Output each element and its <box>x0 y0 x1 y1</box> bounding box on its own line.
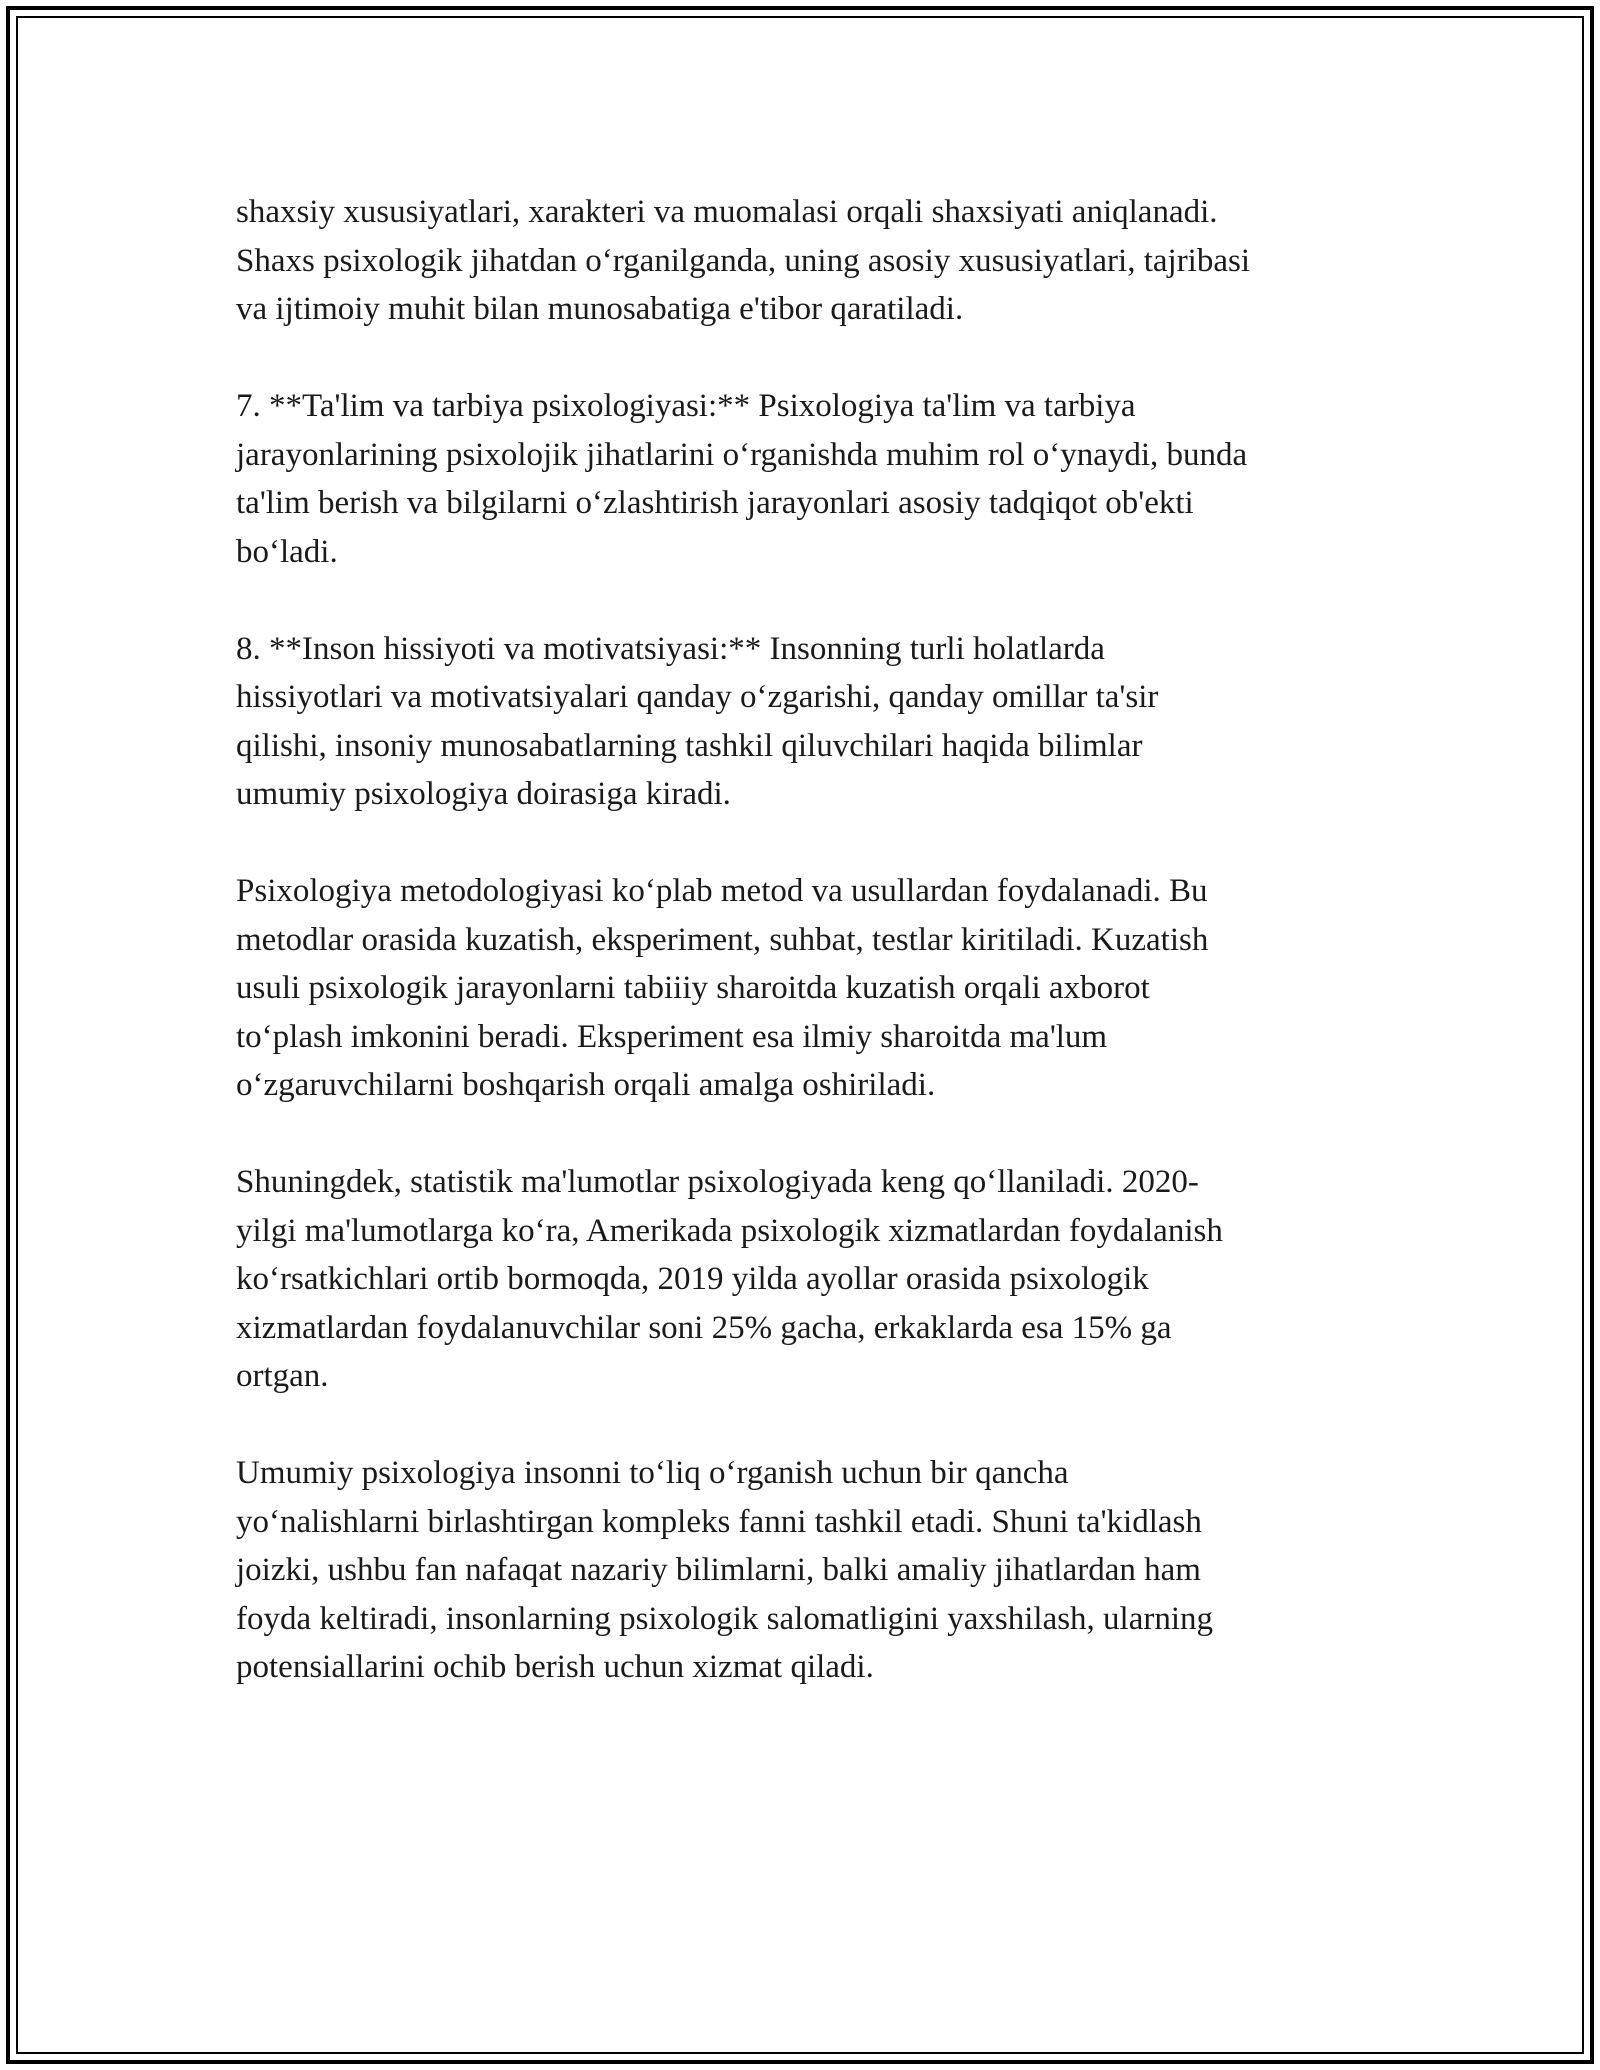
text-line: metodlar orasida kuzatish, eksperiment, suhbat, testlar kiritiladi. Kuzatish <box>236 921 1209 958</box>
text-line: va ijtimoiy muhit bilan munosabatiga e'tibor qaratiladi. <box>236 291 964 327</box>
text-line: bo‘ladi. <box>236 533 338 570</box>
paragraph-personality <box>236 188 1386 334</box>
text-line: to‘plash imkonini beradi. Eksperiment esa ilmiy sharoitda ma'lum <box>236 1018 1108 1055</box>
text-line: Shuningdek, statistik ma'lumotlar psixologiyada keng qo‘llaniladi. 2020- <box>236 1164 1199 1200</box>
text-line: Psixologiya metodologiyasi ko‘plab metod va usullardan foydalanadi. Bu <box>236 873 1208 909</box>
text-line: 7. **Ta'lim va tarbiya psixologiyasi:** Psixologiya ta'lim va tarbiya <box>236 388 1136 424</box>
document-body <box>236 188 1386 1692</box>
text-line: ko‘rsatkichlari ortib bormoqda, 2019 yilda ayollar orasida psixologik <box>236 1261 1149 1297</box>
text-line: hissiyotlari va motivatsiyalari qanday o‘zgarishi, qanday omillar ta'sir <box>236 679 1159 715</box>
text-line: jarayonlarining psixolojik jihatlarini o‘rganishda muhim rol o‘ynaydi, bunda <box>236 436 1248 473</box>
text-line: joizki, ushbu fan nafaqat nazariy bilimlarni, balki amaliy jihatlardan ham <box>236 1552 1201 1588</box>
text-line: qilishi, insoniy munosabatlarning tashkil qiluvchilari haqida bilimlar <box>236 727 1143 764</box>
text-line: xizmatlardan foydalanuvchilar soni 25% gacha, erkaklarda esa 15% ga <box>236 1309 1172 1346</box>
text-line: ta'lim berish va bilgilarni o‘zlashtirish jarayonlari asosiy tadqiqot ob'ekti <box>236 485 1194 521</box>
text-line: yilgi ma'lumotlarga ko‘ra, Amerikada psixologik xizmatlardan foydalanish <box>236 1212 1223 1249</box>
text-line: umumiy psixologiya doirasiga kiradi. <box>236 776 731 812</box>
text-line: potensiallarini ochib berish uchun xizmat qiladi. <box>236 1649 874 1685</box>
text-line: Shaxs psixologik jihatdan o‘rganilganda, uning asosiy xususiyatlari, tajribasi <box>236 242 1251 279</box>
text-line: shaxsiy xususiyatlari, xarakteri va muomalasi orqali shaxsiyati aniqlanadi. <box>236 194 1218 230</box>
text-line: yo‘nalishlarni birlashtirgan kompleks fanni tashkil etadi. Shuni ta'kidlash <box>236 1503 1202 1540</box>
paragraph-emotion-motivation <box>236 625 1386 819</box>
paragraph-conclusion <box>236 1449 1386 1692</box>
paragraph-statistics <box>236 1158 1386 1401</box>
text-line: Umumiy psixologiya insonni to‘liq o‘rganish uchun bir qancha <box>236 1455 1069 1491</box>
text-line: usuli psixologik jarayonlarni tabiiiy sharoitda kuzatish orqali axborot <box>236 970 1150 1006</box>
text-line: 8. **Inson hissiyoti va motivatsiyasi:** Insonning turli holatlarda <box>236 630 1105 667</box>
text-line: ortgan. <box>236 1358 329 1394</box>
paragraph-education-psychology <box>236 382 1386 576</box>
paragraph-methodology <box>236 867 1386 1110</box>
text-line: foyda keltiradi, insonlarning psixologik salomatligini yaxshilash, ularning <box>236 1600 1214 1637</box>
text-line: o‘zgaruvchilarni boshqarish orqali amalga oshiriladi. <box>236 1067 936 1103</box>
